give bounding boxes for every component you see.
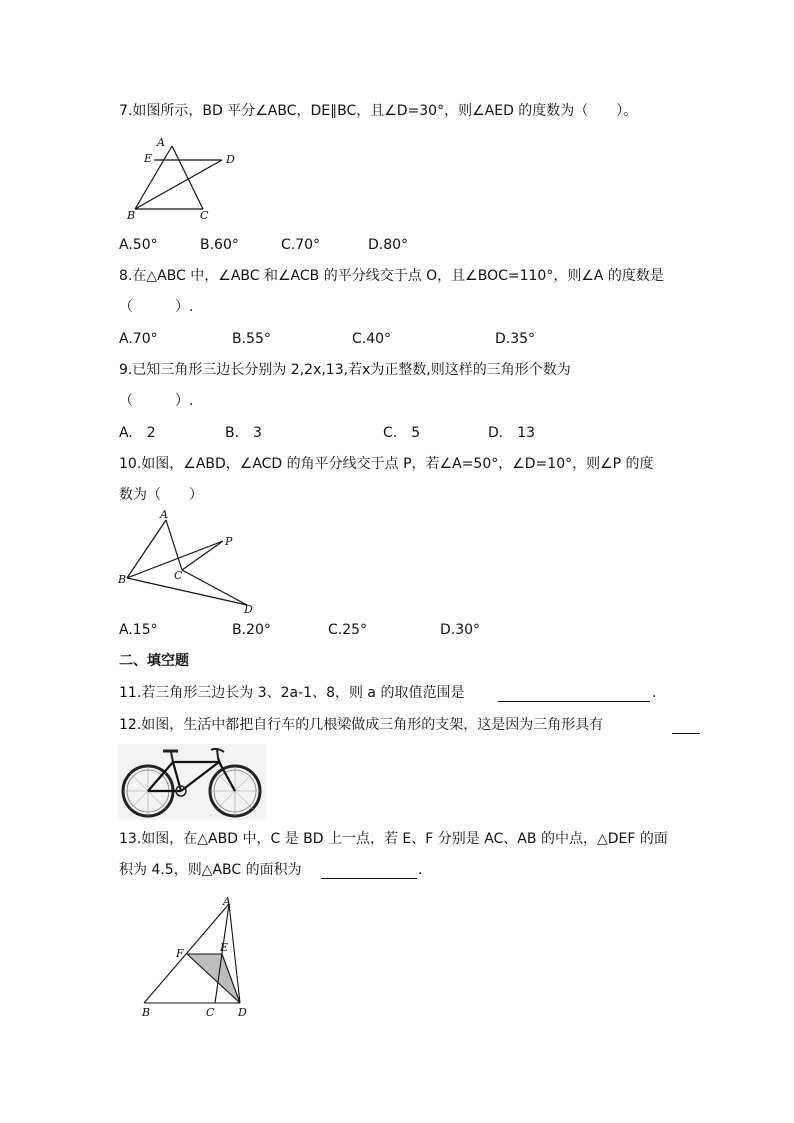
- q9-option-b[interactable]: B. 3: [225, 425, 262, 441]
- q10-label-d: D: [244, 603, 253, 616]
- q13-end: .: [418, 862, 423, 878]
- q7-option-a[interactable]: A.50°: [119, 237, 158, 253]
- q7-seg-ac: [172, 146, 203, 209]
- q8-option-c[interactable]: C.40°: [352, 331, 392, 347]
- q10-line2: 数为（ ）: [119, 487, 203, 503]
- q7-seg-bd: [135, 160, 222, 209]
- q10-label-c: C: [174, 569, 183, 582]
- q7-label-e: E: [144, 152, 153, 165]
- q13-label-f: F: [176, 947, 184, 960]
- q12-answer-blank[interactable]: [672, 733, 700, 734]
- q10-figure: [116, 508, 256, 616]
- q7-option-c[interactable]: C.70°: [281, 237, 321, 253]
- q8-option-d[interactable]: D.35°: [495, 331, 536, 347]
- q12-text: 12.如图，生活中都把自行车的几根梁做成三角形的支架，这是因为三角形具有: [119, 717, 604, 733]
- q9-option-c[interactable]: C. 5: [383, 425, 421, 441]
- q10-option-b[interactable]: B.20°: [232, 622, 271, 638]
- q10-seg-ba: [127, 520, 166, 578]
- q13-figure: [134, 894, 264, 1022]
- q9-line2: （ ）.: [119, 393, 194, 409]
- q7-option-b[interactable]: B.60°: [200, 237, 239, 253]
- q10-label-a: A: [160, 508, 168, 521]
- q7-option-d[interactable]: D.80°: [368, 237, 409, 253]
- q9-option-d[interactable]: D. 13: [488, 425, 536, 441]
- q7-seg-ba: [135, 146, 172, 209]
- q9-option-a[interactable]: A. 2: [119, 425, 156, 441]
- q13-line1: 13.如图，在△ABD 中，C 是 BD 上一点，若 E、F 分别是 AC、AB 的中点，△DEF 的面: [119, 831, 668, 847]
- q11-text: 11.若三角形三边长为 3、2a-1、8，则 a 的取值范围是: [119, 685, 465, 701]
- q11-end: .: [652, 685, 657, 701]
- q10-seg-bd: [127, 578, 247, 605]
- q8-option-b[interactable]: B.55°: [232, 331, 271, 347]
- q8-line1: 8.在△ABC 中，∠ABC 和∠ACB 的平分线交于点 O，且∠BOC=110°，则∠A 的度数是: [119, 268, 664, 284]
- q7-label-c: C: [200, 209, 209, 222]
- q13-label-c: C: [206, 1006, 215, 1019]
- q10-seg-cp: [182, 541, 223, 570]
- q10-label-b: B: [118, 573, 127, 586]
- q11-answer-blank[interactable]: [498, 701, 650, 702]
- q13-label-b: B: [142, 1006, 151, 1019]
- q13-label-a: A: [223, 895, 231, 908]
- q8-option-a[interactable]: A.70°: [119, 331, 158, 347]
- q13-label-d: D: [238, 1006, 247, 1019]
- q7-label-b: B: [127, 209, 136, 222]
- q7-figure: [122, 135, 242, 225]
- bicycle-image: [118, 744, 266, 820]
- section-title-fill-in: 二、填空题: [119, 653, 189, 669]
- q13-line2: 积为 4.5，则△ABC 的面积为: [119, 862, 302, 878]
- q10-option-d[interactable]: D.30°: [440, 622, 481, 638]
- q10-label-p: P: [225, 535, 233, 548]
- q10-option-a[interactable]: A.15°: [119, 622, 158, 638]
- q10-option-c[interactable]: C.25°: [328, 622, 368, 638]
- q13-label-e: E: [220, 941, 229, 954]
- q7-label-a: A: [157, 136, 165, 149]
- q7-text: 7.如图所示，BD 平分∠ABC，DE∥BC，且∠D=30°，则∠AED 的度数为（ ）。: [119, 103, 638, 119]
- q13-answer-blank[interactable]: [321, 878, 417, 879]
- q9-line1: 9.已知三角形三边长分别为 2,2x,13,若x为正整数,则这样的三角形个数为: [119, 362, 571, 378]
- q8-line2: （ ）.: [119, 299, 194, 315]
- q7-label-d: D: [226, 153, 235, 166]
- q10-line1: 10.如图，∠ABD，∠ACD 的角平分线交于点 P，若∠A=50°，∠D=10°，则∠P 的度: [119, 456, 654, 472]
- q10-seg-cd: [182, 570, 247, 605]
